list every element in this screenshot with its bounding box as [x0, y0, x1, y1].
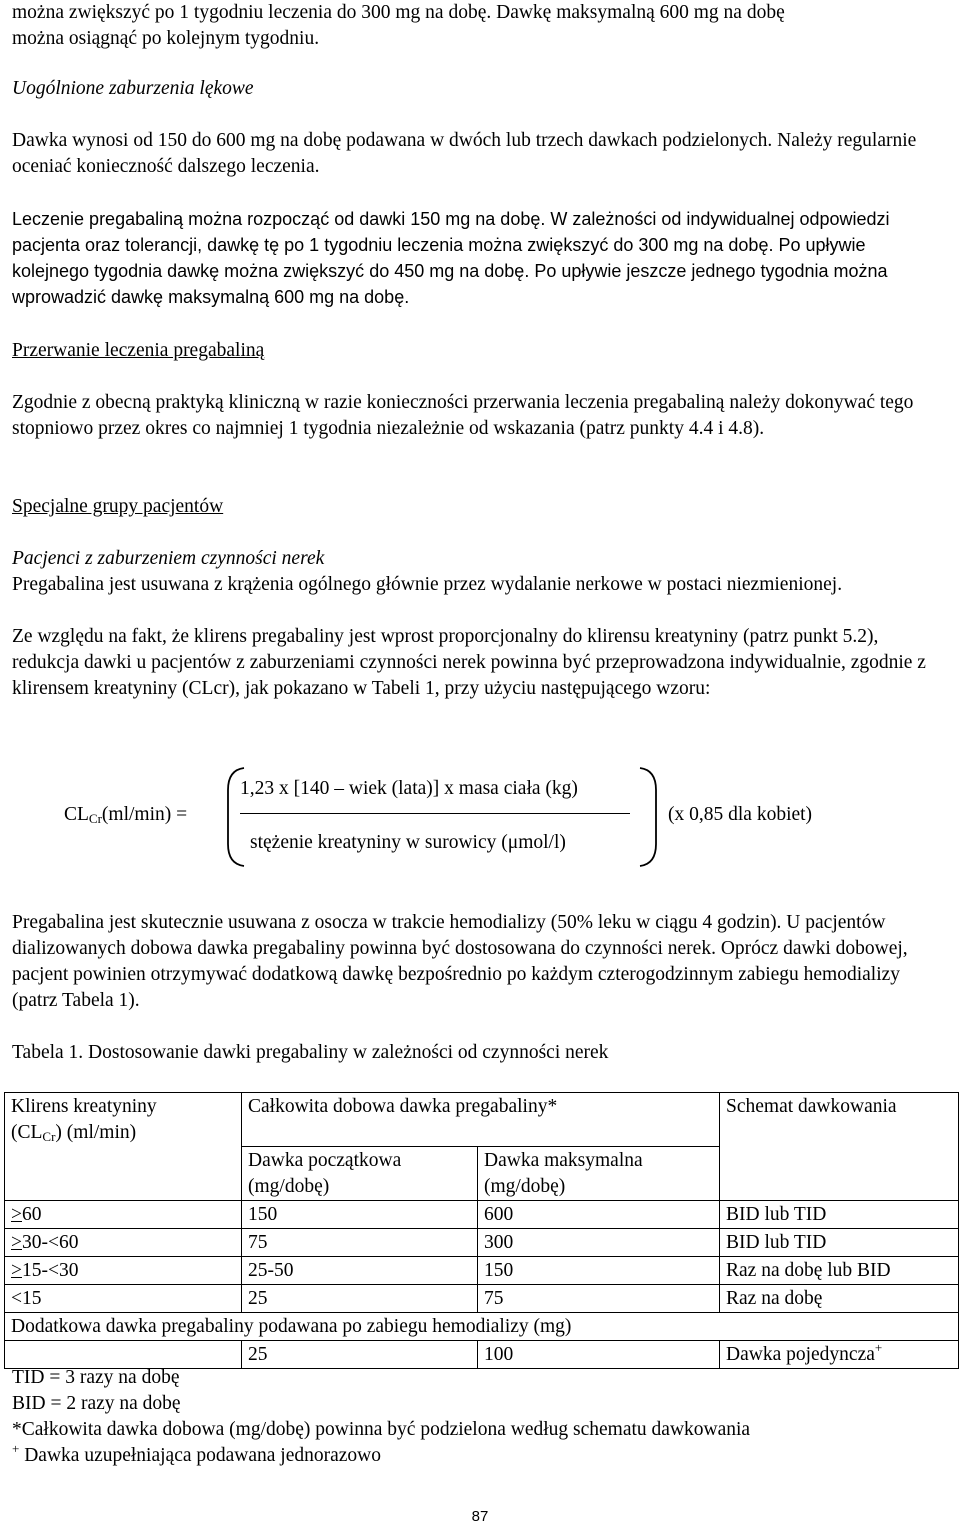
- header-creatinine-clearance: Klirens kreatyniny $(CL_{Cr})$ (ml/min): [5, 1093, 242, 1201]
- footnote-bid: BID = 2 razy na dobę: [12, 1393, 181, 1414]
- formula-denominator: stężenie kreatyniny w surowicy (μmol/l): [250, 832, 566, 853]
- paragraph-renal-2: Ze względu na fakt, że klirens pregabaliny jest wprost proporcjonalny do klirensu kreatyniny (patrz punkt 5.2), redukcja dawki u pacjentów z zaburzeniami czynności nerek powinna być przeprowadzona indywidualnie, zgodnie z klirensem kreatyniny (CLcr), jak pokazano w Tabeli 1, przy użyciu następującego wzoru:: [12, 626, 926, 699]
- heading-gad: Uogólnione zaburzenia lękowe: [12, 78, 254, 99]
- table-row-hemodialysis-label: [5, 1313, 959, 1341]
- text-line: można osiągnąć po kolejnym tygodniu.: [12, 28, 320, 49]
- header-starting-dose: Dawka początkowa (mg/dobę): [242, 1147, 478, 1201]
- heading-discontinuation: Przerwanie leczenia pregabaliną: [12, 340, 265, 361]
- cell-start-dose: 150: [242, 1201, 478, 1229]
- cell-schedule: BID lub TID: [720, 1201, 959, 1229]
- cell-clcr: >60: [5, 1201, 242, 1229]
- cell-max-dose: 75: [478, 1285, 720, 1313]
- formula-female-correction: (x 0,85 dla kobiet): [668, 804, 813, 825]
- cell-start-dose: 75: [242, 1229, 478, 1257]
- cell-schedule: Raz na dobę: [720, 1285, 959, 1313]
- cell-start-dose: 25: [242, 1285, 478, 1313]
- table-header-row: [5, 1093, 959, 1147]
- paragraph-gad-dose: Dawka wynosi od 150 do 600 mg na dobę podawana w dwóch lub trzech dawkach podzielonych. Należy regularnie oceniać konieczność dalszego leczenia.: [12, 130, 917, 177]
- cell-clcr: <15: [5, 1285, 242, 1313]
- page-number: 87: [471, 1508, 489, 1525]
- paragraph-titration: Leczenie pregabaliną można rozpocząć od dawki 150 mg na dobę. W zależności od indywidualnej odpowiedzi pacjenta oraz tolerancji, dawkę tę po 1 tygodniu leczenia można zwiększyć do 300 mg na dobę. Po upływie kolejnego tygodnia dawkę można zwiększyć do 450 mg na dobę. Po upływie jeszcze jednego tygodnia można wprowadzić dawkę maksymalną 600 mg na dobę.: [12, 209, 890, 307]
- table-row: [5, 1257, 959, 1285]
- cell-start-dose: 25-50: [242, 1257, 478, 1285]
- cell-max-dose: 600: [478, 1201, 720, 1229]
- table-row: [5, 1229, 959, 1257]
- paragraph-discontinuation: Zgodnie z obecną praktyką kliniczną w razie konieczności przerwania leczenia pregabaliną należy dokonywać tego stopniowo przez okres co najmniej 1 tygodnia niezależnie od wskazania (patrz punkty 4.4 i 4.8).: [12, 392, 914, 439]
- table-caption: Tabela 1. Dostosowanie dawki pregabaliny w zależności od czynności nerek: [12, 1042, 609, 1063]
- cell-hemodialysis-label: Dodatkowa dawka pregabaliny podawana po zabiegu hemodializy (mg): [5, 1313, 959, 1341]
- cell-clcr: >30-<60: [5, 1229, 242, 1257]
- header-dosing-schedule: Schemat dawkowania: [720, 1093, 959, 1201]
- clcr-formula: [0, 762, 960, 872]
- right-bracket: [640, 768, 656, 866]
- footnote-star: *Całkowita dawka dobowa (mg/dobę) powinna być podzielona według schematu dawkowania: [12, 1419, 751, 1440]
- table-row: [5, 1201, 959, 1229]
- paragraph-hemodialysis: Pregabalina jest skutecznie usuwana z osocza w trakcie hemodializy (50% leku w ciągu 4 godzin). U pacjentów dializowanych dobowa dawka pregabaliny powinna być dostosowana do czynności nerek. Oprócz dawki dobowej, pacjent powinien otrzymywać dodatkową dawkę bezpośrednio po każdym czterogodzinnym zabiegu hemodializy (patrz Tabela 1).: [12, 912, 908, 1011]
- heading-renal-impairment: Pacjenci z zaburzeniem czynności nerek: [12, 548, 325, 569]
- cell-max-dose: 100: [478, 1341, 720, 1369]
- table-row: [5, 1285, 959, 1313]
- cell-schedule: Dawka pojedyncza+: [720, 1341, 959, 1369]
- footnote-plus: + Dawka uzupełniająca podawana jednorazowo: [12, 1441, 382, 1466]
- cell-max-dose: 150: [478, 1257, 720, 1285]
- cell-clcr: >15-<30: [5, 1257, 242, 1285]
- heading-special-groups: Specjalne grupy pacjentów: [12, 496, 224, 517]
- cell-schedule: Raz na dobę lub BID: [720, 1257, 959, 1285]
- header-total-daily-dose: Całkowita dobowa dawka pregabaliny*: [242, 1093, 720, 1147]
- cell-max-dose: 300: [478, 1229, 720, 1257]
- paragraph-continuation: [12, 0, 947, 52]
- cell-start-dose: 25: [242, 1341, 478, 1369]
- footnote-tid: TID = 3 razy na dobę: [12, 1367, 180, 1388]
- text-line: można zwiększyć po 1 tygodniu leczenia do 300 mg na dobę. Dawkę maksymalną 600 mg na dobę: [12, 2, 785, 23]
- formula-lhs: $CL_{Cr}(ml/\min)$ =: [64, 804, 188, 826]
- fraction-line: [240, 813, 630, 814]
- table-footnotes: [12, 1365, 947, 1469]
- header-maximum-dose: Dawka maksymalna (mg/dobę): [478, 1147, 720, 1201]
- paragraph-renal-1: Pregabalina jest usuwana z krążenia ogólnego głównie przez wydalanie nerkowe w postaci niezmienionej.: [12, 574, 843, 595]
- cell-schedule: BID lub TID: [720, 1229, 959, 1257]
- dose-adjustment-table: [4, 1092, 959, 1369]
- formula-numerator: 1,23 x [140 – wiek (lata)] x masa ciała (kg): [240, 778, 578, 799]
